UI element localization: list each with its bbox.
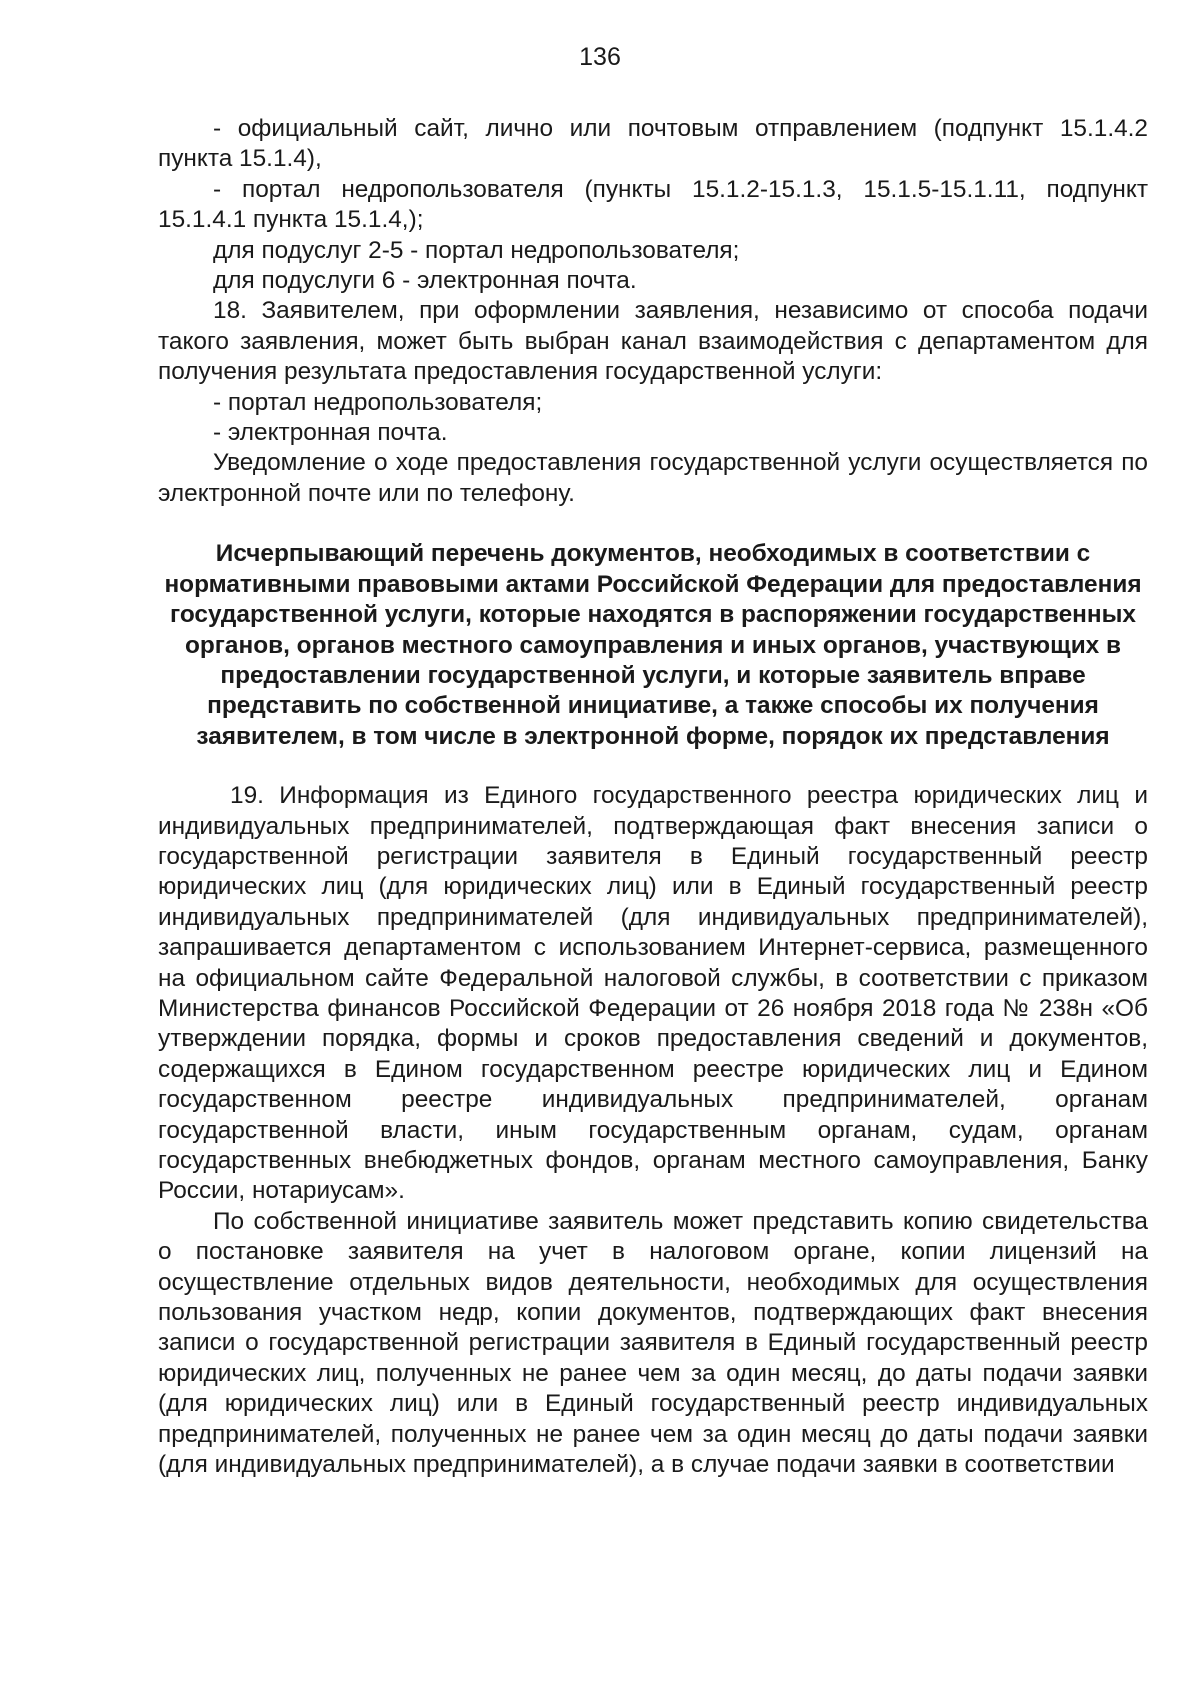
list-item-portal-channel: - портал недропользователя; [213,388,543,416]
list-item-email-channel: - электронная почта. [213,419,448,447]
list-item-portal: - портал недропользователя (пункты 15.1.2-15.1.3, 15.1.5-15.1.11, подпункт 15.1.4.1 пункта 15.1.4,); [158,175,1148,234]
paragraph-notification: Уведомление о ходе предоставления государственной услуги осуществляется по электронной почте или по телефону. [158,449,1148,507]
paragraph-subservice-6: для подуслуги 6 - электронная почта. [213,267,637,295]
section-heading-block [158,539,1148,752]
paragraph-item-18: 18. Заявителем, при оформлении заявления, независимо от способа подачи такого заявления, может быть выбран канал взаимодействия с департаментом для получения результата предоставления государственной услуги: [158,297,1148,386]
paragraph-subservices-2-5: для подуслуг 2-5 - портал недропользователя; [213,236,740,264]
list-item-official-site: - официальный сайт, лично или почтовым отправлением (подпункт 15.1.4.2 пункта 15.1.4), [158,115,1148,173]
paragraph-item-19: 19. Информация из Единого государственного реестра юридических лиц и индивидуальных предпринимателей, подтверждающая факт внесения записи о государственной регистрации заявителя в Единый государственный реестр юридических лиц (для юридических лиц) или в Единый государственный реестр индивидуальных предпринимателей (для индивидуальных предпринимателей), запрашивается департаментом с использованием Интернет-сервиса, размещенного на официальном сайте Федеральной налоговой службы, в соответствии с приказом Министерства финансов Российской Федерации от 26 ноября 2018 года № 238н «Об утверждении порядка, формы и сроков предоставления сведений и документов, содержащихся в Едином государственном реестре юридических лиц и Едином государственном реестре индивидуальных предпринимателей, органам государственной власти, иным государственным органам, судам, органам государственных внебюджетных фондов, органам местного самоуправления, Банку России, нотариусам». [158,782,1148,1205]
paragraph-own-initiative: По собственной инициативе заявитель может представить копию свидетельства о постановке заявителя на учет в налоговом органе, копии лицензий на осуществление отдельных видов деятельности, необходимых для осуществления пользования участком недр, копии документов, подтверждающих факт внесения записи о государственной регистрации заявителя в Единый государственный реестр юридических лиц, полученных не ранее чем за один месяц, до даты подачи заявки (для юридических лиц) или в Единый государственный реестр индивидуальных предпринимателей, полученных не ранее чем за один месяц до даты подачи заявки (для индивидуальных предпринимателей), а в случае подачи заявки в соответствии [158,1207,1148,1479]
section-heading: Исчерпывающий перечень документов, необходимых в соответствии с нормативными правовыми актами Российской Федерации для предоставления государственной услуги, которые находятся в распоряжении государственных органов, органов местного самоуправления и иных органов, участвующих в предоставлении государственной услуги, и которые заявитель вправе представить по собственной инициативе, а также способы их получения заявителем, в том числе в электронной форме, порядок их представления [164,540,1142,750]
page-number: 136 [579,43,621,71]
page-body [158,114,1148,1480]
